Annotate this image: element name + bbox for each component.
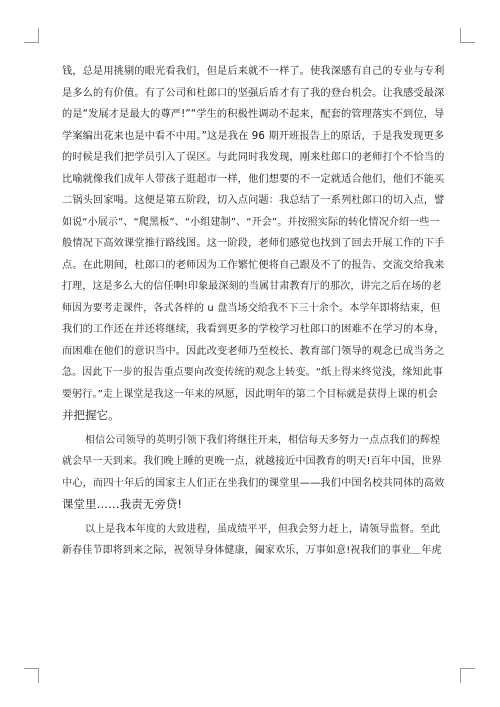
crop-mark-bottom-left bbox=[24, 668, 39, 683]
text-line: 的时候是我们把学员引入了误区。与此同时我发现，刚来杜郎口的老师打个不恰当的 bbox=[62, 152, 445, 163]
text-line: 点。在此期间，杜郎口的老师因为工作繁忙便将自己跟及不了的报告、交流交给我来 bbox=[62, 259, 445, 271]
text-line: 中心，而四十年后的国家主人们正在坐我们的课堂里——我们中国名校共同体的高效 bbox=[62, 477, 445, 489]
paragraph-first-line: 以上是我本年度的大致进程，虽成绩平平，但我会努力赶上，请领导监督。至此 bbox=[85, 523, 441, 535]
text-line: 比喻就像我们成年人带孩子逛超市一样，他们想要的不一定就适合他们，他们不能买 bbox=[62, 173, 445, 185]
text-line: 新春佳节即将到来之际，祝领导身体健康，阖家欢乐，万事如意!祝我们的事业＿年虎 bbox=[62, 545, 442, 556]
text-line: 如说“小展示”、“爬黑板”、“小组建制”、“开会”。并按照实际的转化情况介绍一些一 bbox=[62, 216, 440, 228]
text-line: 的是“发展才是最大的尊严!”“学生的积极性调动不起来，配套的管理落实不到位，导 bbox=[62, 109, 445, 120]
text-line: 要躬行。”走上课堂是我这一年来的夙愿，因此明年的第二个目标就是获得上课的机会 bbox=[62, 388, 438, 400]
crop-mark-top-right bbox=[460, 28, 475, 43]
text-line: 并把握它。 bbox=[62, 408, 120, 422]
text-line: 课堂里……我责无旁贷! bbox=[62, 497, 183, 511]
crop-mark-bottom-right bbox=[460, 668, 475, 683]
text-line: 是多么的有价值。有了公司和杜郎口的坚强后盾才有了我的登台机会。让我感受最深 bbox=[62, 87, 445, 99]
text-line: 打理，这是多么大的信任啊!印象最深刻的当属甘肃教育厅的那次，讲完之后在场的老 bbox=[62, 281, 442, 292]
text-line: 学案编出花来也是中看不中用。”这是我在 96 期开班报告上的原话，于是我发现更多 bbox=[62, 130, 445, 142]
text-line: 我们的工作还在并还将继续，我看到更多的学校学习杜郎口的困难不在学习的本身， bbox=[62, 324, 445, 335]
text-line: 师因为要考走课件，各式各样的 u 盘当场交给我不下三十余个。本学年即将结束，但 bbox=[62, 302, 441, 314]
document-body bbox=[62, 61, 444, 562]
text-line: 就会早一天到来。我们晚上睡的更晚一点，就越接近中国教育的明天!百年中国，世界 bbox=[62, 456, 442, 467]
text-line: 而困难在他们的意识当中。因此改变老师乃至校长、教育部门领导的观念已成当务之 bbox=[62, 345, 445, 357]
paragraph-first-line: 相信公司领导的英明引领下我们将继往开来，相信每天多努力一点点我们的辉煌 bbox=[85, 434, 441, 446]
text-line: 二锅头回家喝。这便是第五阶段，切入点问题：我总结了一系列杜郎口的切入点，譬 bbox=[62, 195, 445, 206]
crop-mark-top-left bbox=[24, 28, 39, 43]
text-line: 急。因此下一步的报告重点要向改变传统的观念上转变。“纸上得来终觉浅，缘知此事 bbox=[62, 367, 443, 378]
text-line: 钱，总是用挑剔的眼光看我们，但是后来就不一样了。使我深感有自己的专业与专利 bbox=[62, 66, 445, 77]
text-line: 般情况下高效课堂推行路线图。这一阶段，老师们感觉也找到了回去开展工作的下手 bbox=[62, 238, 445, 249]
